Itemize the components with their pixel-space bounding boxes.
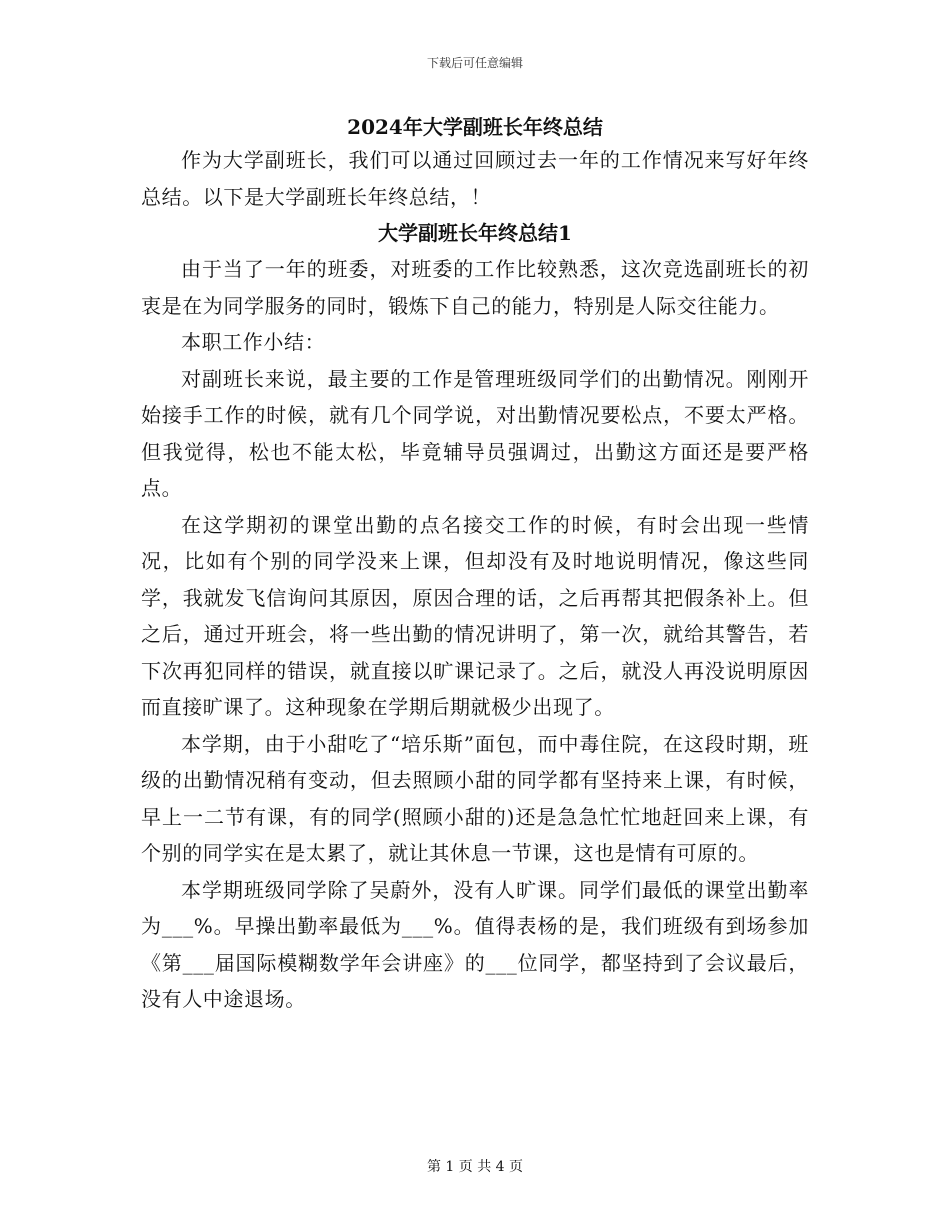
paragraph: 本学期，由于小甜吃了“培乐斯”面包，而中毒住院，在这段时期，班级的出勤情况稍有变动，但去照顾小甜的同学都有坚持来上课，有时候，早上一二节有课，有的同学(照顾小甜的)还是急急忙忙地赶回来上课，有个别的同学实在是太累了，就让其休息一节课，这也是情有可原的。: [141, 731, 809, 865]
paragraph: 本学期班级同学除了吴蔚外，没有人旷课。同学们最低的课堂出勤率为___%。早操出勤率最低为___%。值得表杨的是，我们班级有到场参加《第___届国际模糊数学年会讲座》的___位同学，都坚持到了会议最后，没有人中途退场。: [141, 877, 809, 1011]
intro-paragraph: 作为大学副班长，我们可以通过回顾过去一年的工作情况来写好年终总结。以下是大学副班长年终总结，！: [141, 148, 809, 209]
page-number: 第 1 页 共 4 页: [426, 1159, 524, 1175]
paragraph: 由于当了一年的班委，对班委的工作比较熟悉，这次竞选副班长的初衷是在为同学服务的同时，锻炼下自己的能力，特别是人际交往能力。: [141, 257, 809, 318]
paragraph: 在这学期初的课堂出勤的点名接交工作的时候，有时会出现一些情况，比如有个别的同学没来上课，但却没有及时地说明情况，像这些同学，我就发飞信询问其原因，原因合理的话，之后再帮其把假条补上。但之后，通过开班会，将一些出勤的情况讲明了，第一次，就给其警告，若下次再犯同样的错误，就直接以旷课记录了。之后，就没人再没说明原因而直接旷课了。这种现象在学期后期就极少出现了。: [141, 512, 809, 719]
paragraph-heading: 本职工作小结：: [181, 330, 326, 354]
document-body: [141, 112, 809, 1018]
document-title: 2024年大学副班长年终总结: [347, 115, 603, 139]
header-note: 下载后可任意编辑: [426, 56, 523, 70]
paragraph: 对副班长来说，最主要的工作是管理班级同学们的出勤情况。刚刚开始接手工作的时候，就有几个同学说，对出勤情况要松点，不要太严格。但我觉得，松也不能太松，毕竟辅导员强调过，出勤这方面还是要严格点。: [141, 366, 809, 500]
section-title: 大学副班长年终总结1: [378, 221, 572, 245]
